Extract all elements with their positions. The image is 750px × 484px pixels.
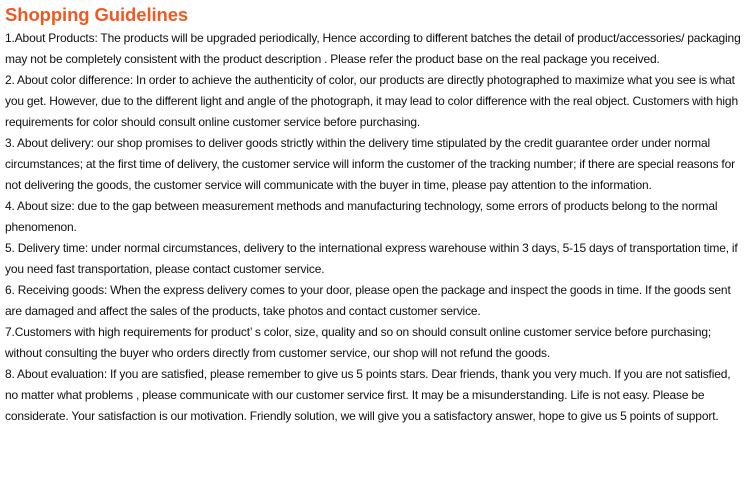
guideline-receiving-goods: 6. Receiving goods: When the express delivery comes to your door, please open the package and inspect the goods in time. If the goods sent are damaged and affect the sales of the products, take photos and contact customer service.: [5, 283, 731, 318]
guideline-customer-requirements: 7.Customers with high requirements for product’ s color, size, quality and so on should consult online customer service before purchasing; without consulting the buyer who orders directly from customer service, our shop will not refund the goods.: [5, 325, 712, 360]
guideline-products: 1.About Products: The products will be upgraded periodically, Hence according to different batches the detail of product/accessories/ packaging may not be completely consistent with the product description . Please refer the product base on the real package you received.: [5, 31, 741, 66]
guideline-evaluation: 8. About evaluation: If you are satisfied, please remember to give us 5 points stars. Dear friends, thank you very much. If you are not satisfied, no matter what problems , please communicate with our customer service first. It may be a misunderstanding. Life is not easy. Please be considerate. Your satisfaction is our motivation. Friendly solution, we will give you a satisfactory answer, hope to give us 5 points of support.: [5, 367, 731, 423]
guideline-color-difference: 2. About color difference: In order to achieve the authenticity of color, our products are directly photographed to maximize what you see is what you get. However, due to the different light and angle of the photograph, it may lead to color difference with the real object. Customers with high requirements for color should consult online customer service before purchasing.: [5, 73, 738, 129]
guideline-delivery-time: 5. Delivery time: under normal circumstances, delivery to the international express warehouse within 3 days, 5-15 days of transportation time, if you need fast transportation, please contact customer service.: [5, 241, 738, 276]
guideline-delivery: 3. About delivery: our shop promises to deliver goods strictly within the delivery time stipulated by the credit guarantee order under normal circumstances; at the first time of delivery, the customer service will inform the customer of the tracking number; if there are special reasons for not delivering the goods, the customer service will communicate with the buyer in time, please pay attention to the information.: [5, 136, 735, 192]
guideline-size: 4. About size: due to the gap between measurement methods and manufacturing technology, some errors of products belong to the normal phenomenon.: [5, 199, 718, 234]
guidelines-title: Shopping Guidelines: [5, 4, 189, 25]
